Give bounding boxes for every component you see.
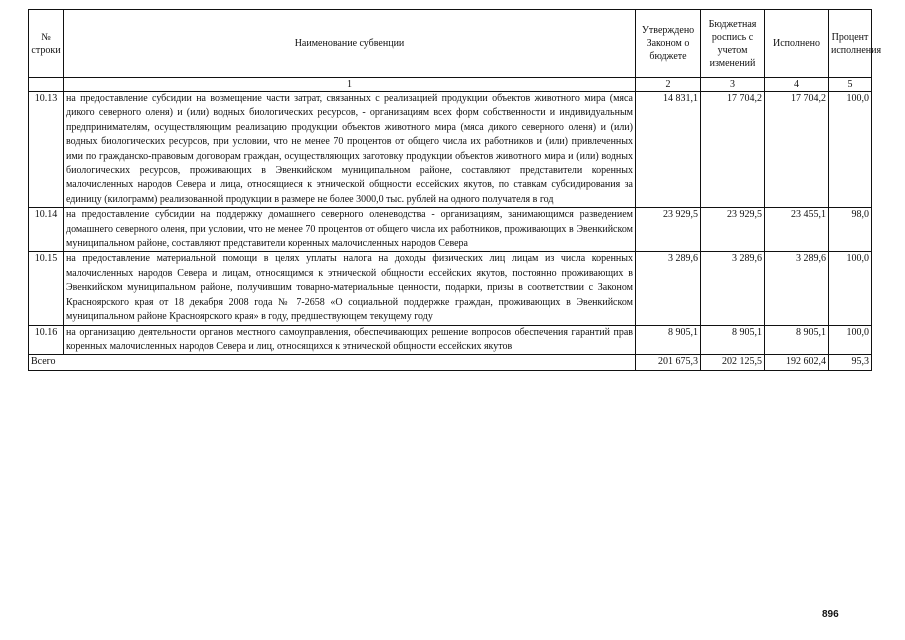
table-row (29, 252, 872, 325)
column-number: 4 (765, 78, 829, 92)
total-row (29, 355, 872, 370)
subventions-table (28, 9, 882, 371)
header-executed: Исполнено (765, 10, 829, 78)
header-approved: Утверждено Законом о бюджете (636, 10, 701, 78)
budget-value: 17 704,2 (701, 92, 765, 208)
subvention-name: на предоставление субсидии на поддержку домашнего северного оленеводства - организациям, занимающимся разведением домашнего северного оленя, при условии, что не менее 70 процентов от общего числа их работников, проживающих в Эвенкийском муниципальном районе, составляют представители коренных малочисленных народов Севера (64, 208, 636, 252)
column-number: 2 (636, 78, 701, 92)
table-row (29, 325, 872, 355)
column-number: 3 (701, 78, 765, 92)
column-number: 1 (64, 78, 636, 92)
total-approved: 201 675,3 (636, 355, 701, 370)
total-label: Всего (29, 355, 636, 370)
subvention-name: на предоставление субсидии на возмещение части затрат, связанных с реализацией продукции объектов животного мира (мяса дикого северного оленя) и (или) водных биологических ресурсов, - организациям всех форм собственности и индивидуальным предпринимателям, осуществляющим реализацию продукции объектов животного мира (мяса дикого северного оленя) и (или) водных биологических ресурсов, при условии, что не менее 70 процентов от общего числа их работников и (или) привлеченных ими по гражданско-правовым договорам граждан, осуществляющих заготовку продукции объектов животного мира и (или) водных биологических ресурсов, проживающих в Эвенкийском муниципальном районе, составляют представители коренных малочисленных народов Севера и лица, относящиеся к этнической общности ессейских якутов, по ставкам субсидирования за единицу (килограмм) реализованной продукции в размере не более 3000,0 тыс. рублей на одного получателя в год (64, 92, 636, 208)
executed-value: 17 704,2 (765, 92, 829, 208)
subvention-name: на организацию деятельности органов местного самоуправления, обеспечивающих решение вопросов обеспечения гарантий прав коренных малочисленных народов Севера и лиц, относящихся к этнической общности ессейских якутов (64, 325, 636, 355)
percent-value: 98,0 (829, 208, 872, 252)
row-number: 10.13 (29, 92, 64, 208)
approved-value: 8 905,1 (636, 325, 701, 355)
table-header-row (29, 10, 872, 78)
executed-value: 3 289,6 (765, 252, 829, 325)
approved-value: 23 929,5 (636, 208, 701, 252)
column-number-row (29, 78, 872, 92)
approved-value: 14 831,1 (636, 92, 701, 208)
budget-value: 8 905,1 (701, 325, 765, 355)
header-budget-schedule: Бюджетная роспись с учетом изменений (701, 10, 765, 78)
total-percent: 95,3 (829, 355, 872, 370)
approved-value: 3 289,6 (636, 252, 701, 325)
total-budget: 202 125,5 (701, 355, 765, 370)
table-row (29, 92, 872, 208)
column-number: 5 (829, 78, 872, 92)
percent-value: 100,0 (829, 252, 872, 325)
table-row (29, 208, 872, 252)
page-number: 896 (822, 609, 839, 620)
header-subvention-name: Наименование субвенции (64, 10, 636, 78)
budget-value: 3 289,6 (701, 252, 765, 325)
total-executed: 192 602,4 (765, 355, 829, 370)
percent-value: 100,0 (829, 92, 872, 208)
executed-value: 23 455,1 (765, 208, 829, 252)
header-row-number: № строки (29, 10, 64, 78)
executed-value: 8 905,1 (765, 325, 829, 355)
row-number: 10.14 (29, 208, 64, 252)
column-number (29, 78, 64, 92)
percent-value: 100,0 (829, 325, 872, 355)
row-number: 10.15 (29, 252, 64, 325)
row-number: 10.16 (29, 325, 64, 355)
subvention-name: на предоставление материальной помощи в целях уплаты налога на доходы физических лиц лицам из числа коренных малочисленных народов Севера и лицам, относящимся к этнической общности ессейских якутов, постоянно проживающих в Эвенкийском муниципальном районе, получившим товарно-материальные ценности, подарки, призы в соответствии с Законом Красноярского края от 18 декабря 2008 года № 7-2658 «О социальной поддержке граждан, проживающих в Эвенкийском муниципальном районе Красноярского края» в году, предшествующем текущему году (64, 252, 636, 325)
budget-value: 23 929,5 (701, 208, 765, 252)
header-percent: Процент исполнения (829, 10, 872, 78)
